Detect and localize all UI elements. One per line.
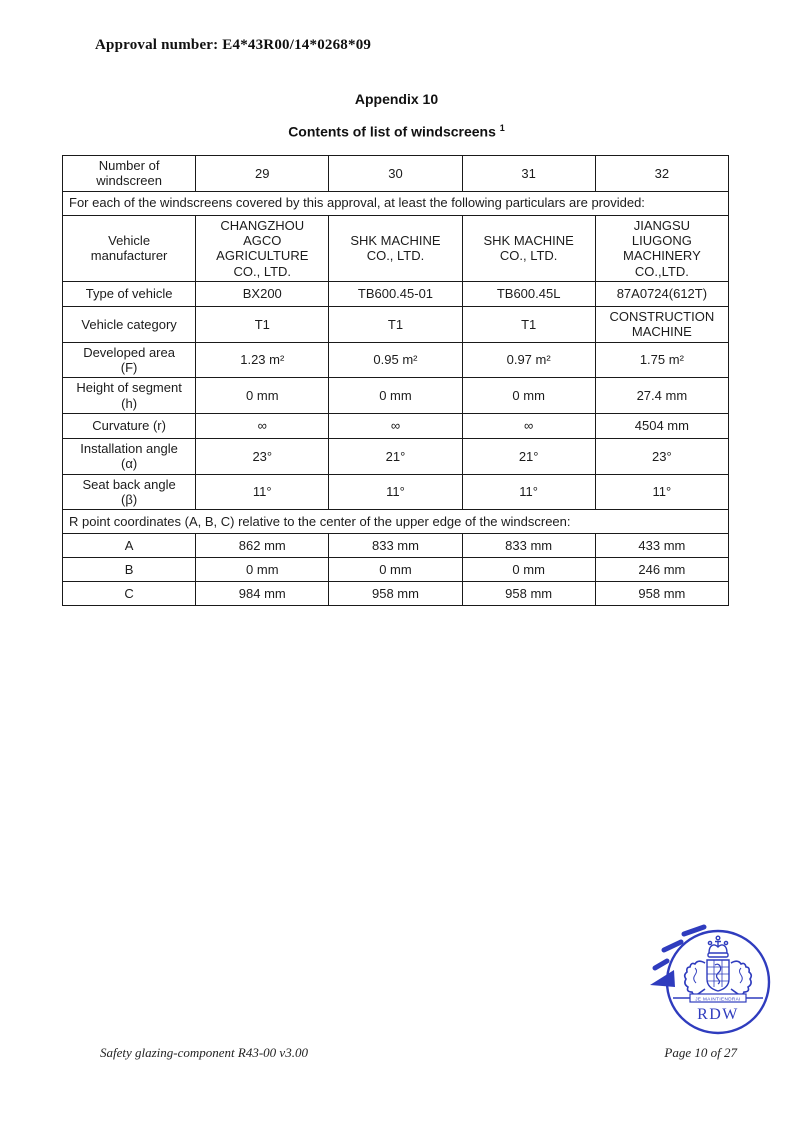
lion-supporter-left-icon bbox=[685, 961, 705, 994]
row-label: Installation angle (α) bbox=[63, 438, 196, 474]
lion-supporter-right-icon bbox=[731, 961, 751, 994]
cell: CHANGZHOU AGCO AGRICULTURE CO., LTD. bbox=[196, 215, 329, 281]
cell: 0 mm bbox=[196, 378, 329, 414]
cell: 984 mm bbox=[196, 582, 329, 606]
cell: 11° bbox=[595, 474, 728, 510]
cell: 833 mm bbox=[329, 534, 462, 558]
table-row-note bbox=[63, 510, 729, 534]
table-row bbox=[63, 558, 729, 582]
footer-document-id: Safety glazing-component R43-00 v3.00 bbox=[100, 1045, 308, 1060]
windscreen-table bbox=[62, 155, 729, 606]
cell: ∞ bbox=[462, 413, 595, 438]
row-label: Height of segment (h) bbox=[63, 378, 196, 414]
shield-icon bbox=[707, 960, 729, 991]
cell: 21° bbox=[329, 438, 462, 474]
cell: 0 mm bbox=[329, 378, 462, 414]
footer-page-number: Page 10 of 27 bbox=[664, 1045, 737, 1060]
table-row bbox=[63, 306, 729, 342]
table-row bbox=[63, 413, 729, 438]
cell: CONSTRUCTION MACHINE bbox=[595, 306, 728, 342]
cell: 0 mm bbox=[329, 558, 462, 582]
appendix-title: Appendix 10 bbox=[354, 91, 439, 107]
crown-icon bbox=[708, 936, 728, 957]
cell: 23° bbox=[595, 438, 728, 474]
table-row bbox=[63, 582, 729, 606]
row-label: Seat back angle (β) bbox=[63, 474, 196, 510]
cell: TB600.45L bbox=[462, 281, 595, 306]
cell: TB600.45-01 bbox=[329, 281, 462, 306]
cell: 0 mm bbox=[196, 558, 329, 582]
cell: JIANGSU LIUGONG MACHINERY CO.,LTD. bbox=[595, 215, 728, 281]
subtitle bbox=[0, 123, 793, 140]
table-row bbox=[63, 281, 729, 306]
cell: 4504 mm bbox=[595, 413, 728, 438]
cell: 0 mm bbox=[462, 378, 595, 414]
stamp-org: RDW bbox=[697, 1006, 739, 1023]
cell: 958 mm bbox=[329, 582, 462, 606]
cell: SHK MACHINE CO., LTD. bbox=[462, 215, 595, 281]
cell: BX200 bbox=[196, 281, 329, 306]
stamp-wedge bbox=[650, 970, 675, 987]
cell: 433 mm bbox=[595, 534, 728, 558]
subtitle-footnote-marker: 1 bbox=[499, 123, 505, 133]
cell: 958 mm bbox=[595, 582, 728, 606]
cell: 0.97 m² bbox=[462, 342, 595, 378]
cell: 23° bbox=[196, 438, 329, 474]
cell: 862 mm bbox=[196, 534, 329, 558]
windscreen-number: 29 bbox=[196, 156, 329, 192]
cell: ∞ bbox=[329, 413, 462, 438]
note-text: For each of the windscreens covered by this approval, at least the following particulars are provided: bbox=[63, 191, 729, 215]
subtitle-text: Contents of list of windscreens bbox=[288, 123, 496, 140]
row-label: Developed area (F) bbox=[63, 342, 196, 378]
windscreen-number: 30 bbox=[329, 156, 462, 192]
cell: 11° bbox=[329, 474, 462, 510]
cell: 833 mm bbox=[462, 534, 595, 558]
cell: 87A0724(612T) bbox=[595, 281, 728, 306]
row-label: Number of windscreen bbox=[63, 156, 196, 192]
cell: T1 bbox=[462, 306, 595, 342]
cell: SHK MACHINE CO., LTD. bbox=[329, 215, 462, 281]
row-label: A bbox=[63, 534, 196, 558]
row-label: B bbox=[63, 558, 196, 582]
windscreen-number: 32 bbox=[595, 156, 728, 192]
table-row bbox=[63, 534, 729, 558]
cell: 0.95 m² bbox=[329, 342, 462, 378]
cell: 1.23 m² bbox=[196, 342, 329, 378]
table-row bbox=[63, 438, 729, 474]
cell: 0 mm bbox=[462, 558, 595, 582]
cell: 958 mm bbox=[462, 582, 595, 606]
cell: 21° bbox=[462, 438, 595, 474]
note-text: R point coordinates (A, B, C) relative to the center of the upper edge of the windscreen: bbox=[63, 510, 729, 534]
table-row bbox=[63, 215, 729, 281]
rdw-stamp-logo bbox=[648, 923, 780, 1041]
cell: 27.4 mm bbox=[595, 378, 728, 414]
approval-number: Approval number: E4*43R00/14*0268*09 bbox=[95, 37, 372, 53]
table-row-note bbox=[63, 191, 729, 215]
row-label: Vehicle category bbox=[63, 306, 196, 342]
windscreen-number: 31 bbox=[462, 156, 595, 192]
row-label: Vehicle manufacturer bbox=[63, 215, 196, 281]
cell: 11° bbox=[196, 474, 329, 510]
table-row bbox=[63, 474, 729, 510]
row-label: C bbox=[63, 582, 196, 606]
motto-banner bbox=[673, 994, 763, 1002]
stamp-motto: JE MAINTIENDRAI bbox=[695, 996, 741, 1002]
table-row bbox=[63, 342, 729, 378]
row-label: Curvature (r) bbox=[63, 413, 196, 438]
table-row-header bbox=[63, 156, 729, 192]
cell: 11° bbox=[462, 474, 595, 510]
cell: 246 mm bbox=[595, 558, 728, 582]
table-row bbox=[63, 378, 729, 414]
cell: ∞ bbox=[196, 413, 329, 438]
cell: 1.75 m² bbox=[595, 342, 728, 378]
row-label: Type of vehicle bbox=[63, 281, 196, 306]
cell: T1 bbox=[329, 306, 462, 342]
cell: T1 bbox=[196, 306, 329, 342]
